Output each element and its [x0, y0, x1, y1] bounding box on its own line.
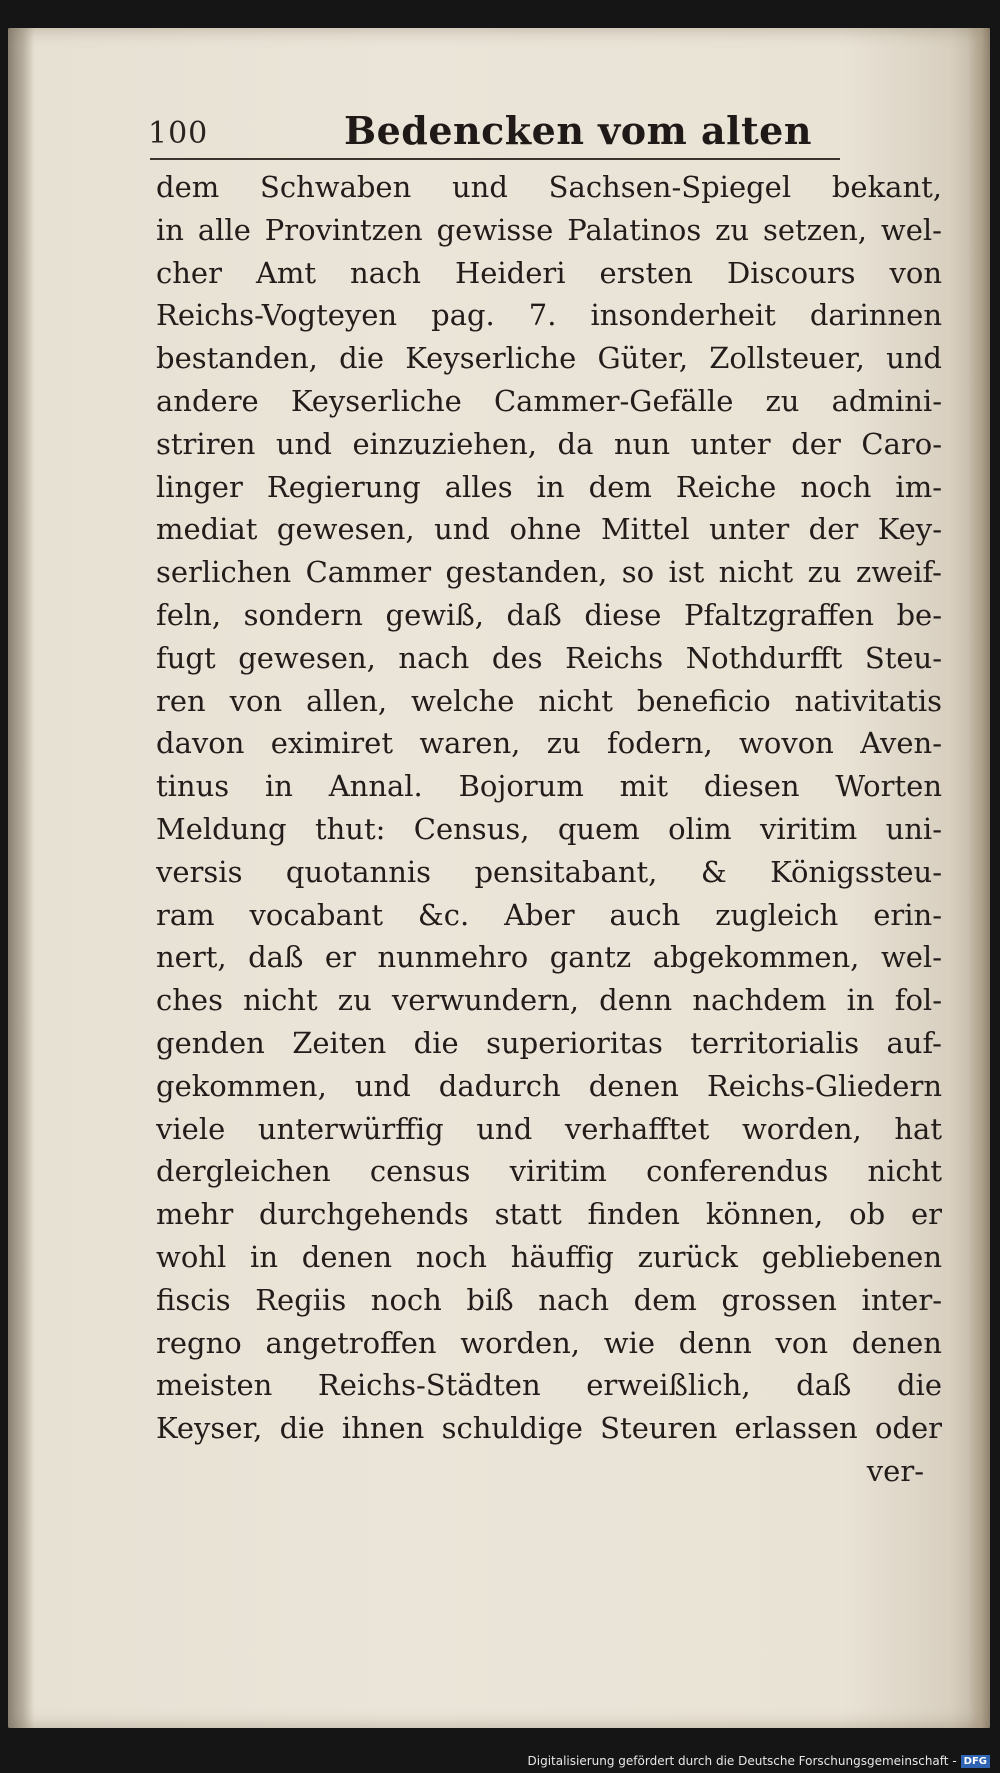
text-line: ches nicht zu verwundern, denn nachdem in fol-: [156, 983, 942, 1018]
text-line: striren und einzuziehen, da nun unter der Caro-: [156, 426, 942, 461]
page-number: 100: [148, 116, 209, 151]
text-line: davon eximiret waren, zu fodern, wovon Aven-: [156, 726, 942, 761]
page-edge-shadow: [968, 28, 990, 1728]
catchword: ver-: [866, 1453, 924, 1488]
text-line: cher Amt nach Heideri ersten Discours von: [156, 255, 942, 290]
text-line: feln, sondern gewiß, daß diese Pfaltzgraffen be-: [156, 597, 942, 632]
text-line: fugt gewesen, nach des Reichs Nothdurfft Steu-: [156, 640, 942, 675]
text-line: Reichs-Vogteyen pag. 7. insonderheit darinnen: [156, 298, 942, 333]
text-line: nert, daß er nunmehro gantz abgekommen, wel-: [156, 940, 942, 975]
text-line: fiscis Regiis noch biß nach dem grossen inter-: [156, 1282, 942, 1317]
text-line: in alle Provintzen gewisse Palatinos zu setzen, wel-: [156, 212, 942, 247]
text-line: mehr durchgehends statt finden können, ob er: [156, 1197, 942, 1232]
text-line: dem Schwaben und Sachsen-Spiegel bekant,: [156, 170, 942, 204]
running-head-title: Bedencken vom alten: [344, 108, 812, 153]
text-line: Meldung thut: Census, quem olim viritim uni-: [156, 811, 942, 846]
text-line: meisten Reichs-Städten erweißlich, daß die: [156, 1368, 942, 1403]
text-line: regno angetroffen worden, wie denn von denen: [156, 1325, 942, 1360]
text-line: ren von allen, welche nicht beneficio nativitatis: [156, 683, 942, 718]
text-line: genden Zeiten die superioritas territorialis auf-: [156, 1025, 942, 1060]
page-gutter-shadow: [8, 28, 34, 1728]
text-line: versis quotannis pensitabant, & Königssteu-: [156, 854, 942, 889]
text-line: mediat gewesen, und ohne Mittel unter der Key-: [156, 512, 942, 547]
text-line: ram vocabant &c. Aber auch zugleich erin-: [156, 897, 942, 932]
text-line: Keyser, die ihnen schuldige Steuren erlassen oder: [156, 1411, 942, 1446]
header-rule: [150, 158, 840, 160]
text-line: linger Regierung alles in dem Reiche noch im-: [156, 469, 942, 504]
credit-text: Digitalisierung gefördert durch die Deutsche Forschungsgemeinschaft -: [527, 1754, 957, 1768]
text-body: [156, 166, 942, 1493]
digitization-credit: [528, 1754, 991, 1768]
text-line: andere Keyserliche Cammer-Gefälle zu admini-: [156, 383, 942, 418]
text-line: viele unterwürffig und verhafftet worden, hat: [156, 1111, 942, 1146]
text-line: bestanden, die Keyserliche Güter, Zollsteuer, und: [156, 341, 942, 376]
text-line: gekommen, und dadurch denen Reichs-Gliedern: [156, 1068, 942, 1103]
text-line: tinus in Annal. Bojorum mit diesen Worten: [156, 769, 942, 804]
text-line: dergleichen census viritim conferendus nicht: [156, 1154, 942, 1189]
running-head: [148, 108, 888, 160]
dfg-logo: DFG: [961, 1755, 990, 1768]
text-line: serlichen Cammer gestanden, so ist nicht zu zweif-: [156, 555, 942, 590]
text-line: wohl in denen noch häuffig zurück gebliebenen: [156, 1239, 942, 1274]
